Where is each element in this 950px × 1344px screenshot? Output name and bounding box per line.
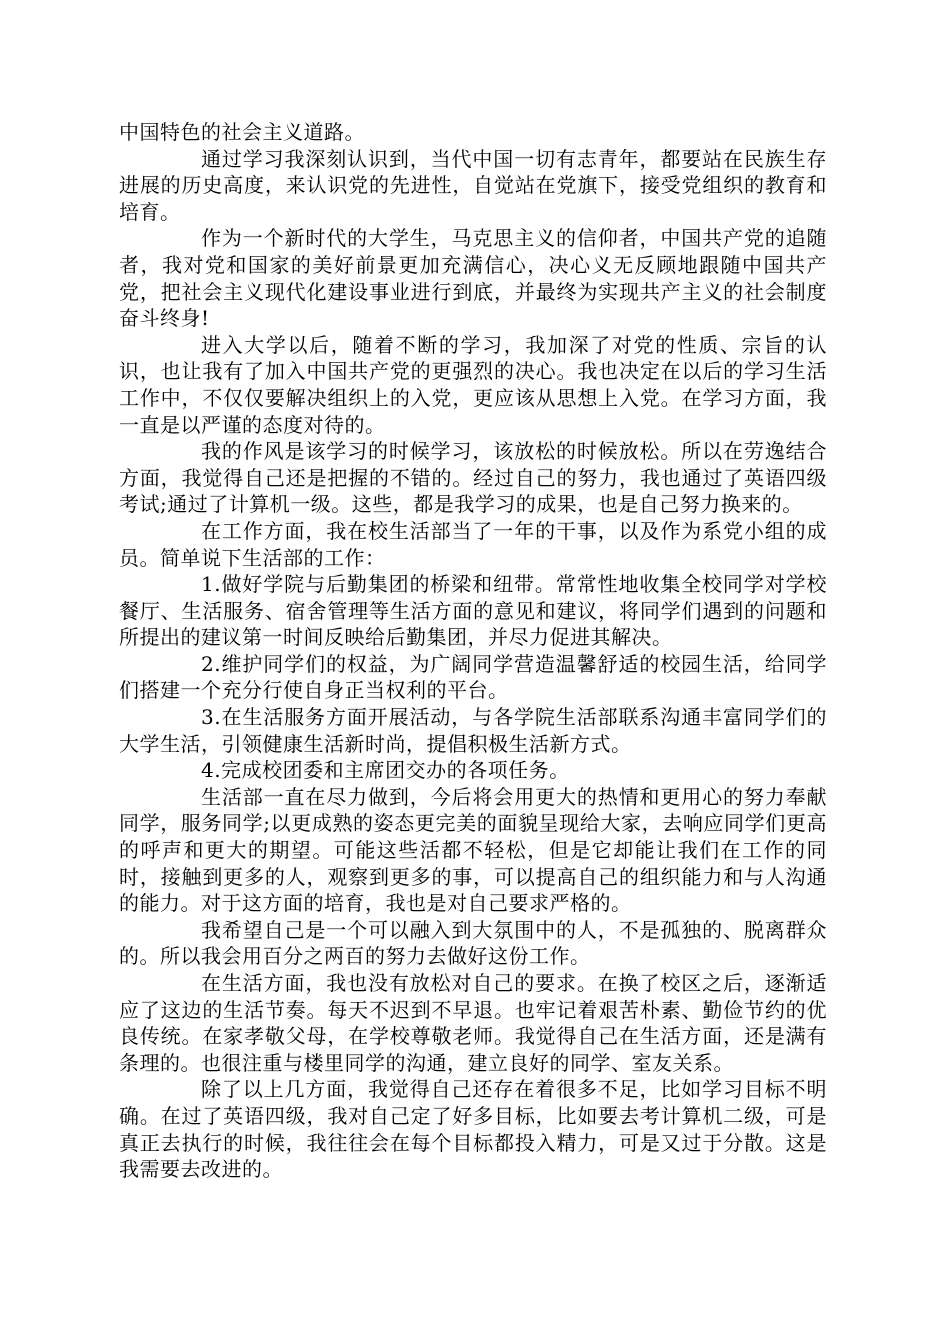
list-item-3: 3.在生活服务方面开展活动，与各学院生活部联系沟通丰富同学们的大学生活，引领健康生活新时尚，提倡积极生活新方式。 bbox=[119, 705, 827, 756]
paragraph-9: 在生活方面，我也没有放松对自己的要求。在换了校区之后，逐渐适应了这边的生活节奏。每天不迟到不早退。也牢记着艰苦朴素、勤俭节约的优良传统。在家孝敬父母，在学校尊敬老师。我觉得自己在生活方面，还是满有条理的。也很注重与楼里同学的沟通，建立良好的同学、室友关系。 bbox=[119, 971, 827, 1075]
paragraph-10: 除了以上几方面，我觉得自己还存在着很多不足，比如学习目标不明确。在过了英语四级，我对自己定了好多目标，比如要去考计算机二级，可是真正去执行的时候，我往往会在每个目标都投入精力，可是又过于分散。这是我需要去改进的。 bbox=[119, 1077, 827, 1182]
list-item-1: 1.做好学院与后勤集团的桥梁和纽带。常常性地收集全校同学对学校餐厅、生活服务、宿舍管理等生活方面的意见和建议，将同学们遇到的问题和所提出的建议第一时间反映给后勤集团，并尽力促进其解决。 bbox=[119, 572, 827, 650]
paragraph-3: 作为一个新时代的大学生，马克思主义的信仰者，中国共产党的追随者，我对党和国家的美好前景更加充满信心，决心义无反顾地跟随中国共产党，把社会主义现代化建设事业进行到底，并最终为实现共产主义的社会制度奋斗终身! bbox=[119, 226, 827, 331]
paragraph-1: 中国特色的社会主义道路。 bbox=[119, 120, 365, 144]
paragraph-7: 生活部一直在尽力做到，今后将会用更大的热情和更用心的努力奉献同学，服务同学;以更成熟的姿态更完美的面貌呈现给大家，去响应同学们更高的呼声和更大的期望。可能这些活都不轻松，但是它却能让我们在工作的同时，接触到更多的人，观察到更多的事，可以提高自己的组织能力和与人沟通的能力。对于这方面的培育，我也是对自己要求严格的。 bbox=[119, 784, 827, 916]
paragraph-4: 进入大学以后，随着不断的学习，我加深了对党的性质、宗旨的认识，也让我有了加入中国共产党的更强烈的决心。我也决定在以后的学习生活工作中，不仅仅要解决组织上的入党，更应该从思想上入党。在学习方面，我一直是以严谨的态度对待的。 bbox=[119, 332, 827, 437]
paragraph-6: 在工作方面，我在校生活部当了一年的干事，以及作为系党小组的成员。简单说下生活部的工作： bbox=[119, 518, 827, 570]
paragraph-8: 我希望自己是一个可以融入到大氛围中的人，不是孤独的、脱离群众的。所以我会用百分之两百的努力去做好这份工作。 bbox=[119, 917, 827, 969]
document-body bbox=[119, 119, 827, 1183]
paragraph-5: 我的作风是该学习的时候学习，该放松的时候放松。所以在劳逸结合方面，我觉得自己还是把握的不错的。经过自己的努力，我也通过了英语四级考试;通过了计算机一级。这些，都是我学习的成果，也是自己努力换来的。 bbox=[119, 439, 827, 517]
list-item-2: 2.维护同学们的权益，为广阔同学营造温馨舒适的校园生活，给同学们搭建一个充分行使自身正当权利的平台。 bbox=[119, 651, 827, 703]
list-item-4: 4.完成校团委和主席团交办的各项任务。 bbox=[201, 758, 570, 783]
paragraph-2: 通过学习我深刻认识到，当代中国一切有志青年，都要站在民族生存进展的历史高度，来认识党的先进性，自觉站在党旗下，接受党组织的教育和培育。 bbox=[119, 146, 827, 224]
